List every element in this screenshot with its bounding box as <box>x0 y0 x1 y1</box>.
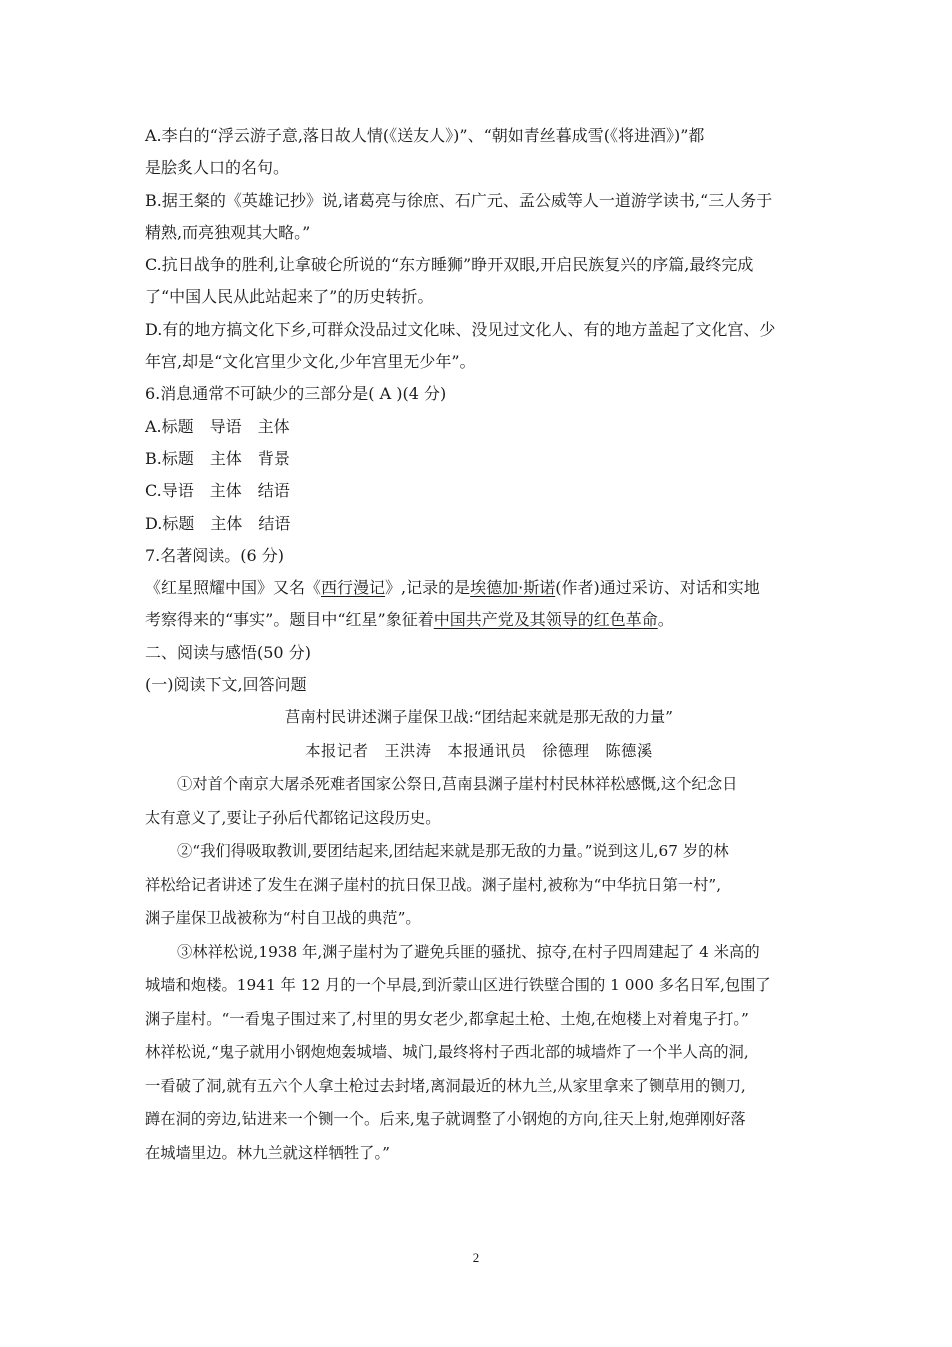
q5-options <box>145 120 813 378</box>
q7-answer-author: 埃德加·斯诺 <box>470 578 556 598</box>
q5-option-a-line2: 是脍炙人口的名句。 <box>145 158 290 178</box>
article-paragraph-3-line: 城墙和炮楼。1941 年 12 月的一个早晨,到沂蒙山区进行铁壁合围的 1 000 多名日军,包围了 <box>145 976 771 995</box>
q5-option-c-line1: C.抗日战争的胜利,让拿破仑所说的“东方睡狮”睁开双眼,开启民族复兴的序篇,最终完成 <box>145 255 754 275</box>
q6-option-a: A.标题 导语 主体 <box>145 416 290 436</box>
q7-text-part2: 》,记录的是 <box>385 578 471 598</box>
article-paragraph-3-line: 一看破了洞,就有五六个人拿土枪过去封堵,离洞最近的林九兰,从家里拿来了铡草用的铡刀, <box>145 1076 746 1095</box>
q5-option-b-line1: B.据王粲的《英雄记抄》说,诸葛亮与徐庶、石广元、孟公威等人一道游学读书,“三人务于 <box>145 190 773 210</box>
q7-text-part4: 考察得来的“事实”。题目中“红星”象征着 <box>145 610 434 630</box>
q7-text-part1: 《红星照耀中国》又名《 <box>145 578 322 598</box>
q6-option-d: D.标题 主体 结语 <box>145 513 291 533</box>
q5-option-b-line2: 精熟,而亮独观其大略。” <box>145 222 311 242</box>
article-paragraph-3-line: 林祥松说,“鬼子就用小钢炮炮轰城墙、城门,最终将村子西北部的城墙炸了一个半人高的洞, <box>145 1043 749 1062</box>
article-paragraph-3-line: 在城墙里边。林九兰就这样牺牲了。” <box>145 1143 390 1162</box>
article-paragraph-3: ③林祥松说,1938 年,渊子崖村为了避免兵匪的骚扰、掠夺,在村子四周建起了 4 米高的 <box>177 942 760 961</box>
q5-option-d-line1: D.有的地方搞文化下乡,可群众没品过文化味、没见过文化人、有的地方盖起了文化宫、少 <box>145 319 776 339</box>
q5-option-d-line2: 年宫,却是“文化宫里少文化,少年宫里无少年”。 <box>145 352 476 372</box>
q7-text-part3: (作者)通过采访、对话和实地 <box>555 578 760 598</box>
q6-option-c: C.导语 主体 结语 <box>145 481 290 501</box>
q7-answer-alias: 西行漫记 <box>321 578 386 598</box>
q5-option-c-line2: 了“中国人民从此站起来了”的历史转折。 <box>145 287 434 307</box>
article-paragraph-1-line: 太有意义了,要让子孙后代都铭记这段历史。 <box>145 808 441 827</box>
q6-option-b: B.标题 主体 背景 <box>145 448 290 468</box>
section-2-subheading: (一)阅读下文,回答问题 <box>145 675 307 695</box>
article <box>145 701 813 1170</box>
question-7 <box>145 540 813 637</box>
q7-answer-line1 <box>145 572 813 604</box>
q7-text-part5: 。 <box>657 610 674 630</box>
document-page <box>145 120 813 1170</box>
section-2-heading: 二、阅读与感悟(50 分) <box>145 642 311 662</box>
q7-answer-symbol: 中国共产党及其领导的红色革命 <box>433 610 658 630</box>
q5-option-a-line1: A.李白的“浮云游子意,落日故人情(《送友人》)”、“朝如青丝暮成雪(《将进酒》)”都 <box>145 126 705 145</box>
article-title: 莒南村民讲述渊子崖保卫战:“团结起来就是那无敌的力量” <box>285 708 673 727</box>
q7-question: 7.名著阅读。(6 分) <box>145 545 285 565</box>
article-paragraph-2-line: 渊子崖保卫战被称为“村自卫战的典范”。 <box>145 909 421 928</box>
article-paragraph-3-line: 蹲在洞的旁边,钻进来一个铡一个。后来,鬼子就调整了小钢炮的方向,往天上射,炮弹刚好落 <box>145 1110 746 1129</box>
article-paragraph-2: ②“我们得吸取教训,要团结起来,团结起来就是那无敌的力量。”说到这儿,67 岁的林 <box>177 842 729 861</box>
article-paragraph-3-line: 渊子崖村。“一看鬼子围过来了,村里的男女老少,都拿起土枪、土炮,在炮楼上对着鬼子打。” <box>145 1009 749 1028</box>
q6-question: 6.消息通常不可缺少的三部分是( A )(4 分) <box>145 384 447 404</box>
article-paragraph-2-line: 祥松给记者讲述了发生在渊子崖村的抗日保卫战。渊子崖村,被称为“中华抗日第一村”, <box>145 875 722 894</box>
question-6 <box>145 378 813 539</box>
article-byline: 本报记者 王洪涛 本报通讯员 徐德理 陈德溪 <box>305 741 653 760</box>
q7-answer-line2 <box>145 604 813 636</box>
article-paragraph-1: ①对首个南京大屠杀死难者国家公祭日,莒南县渊子崖村村民林祥松感慨,这个纪念日 <box>177 775 738 794</box>
page-number: 2 <box>472 1250 480 1265</box>
